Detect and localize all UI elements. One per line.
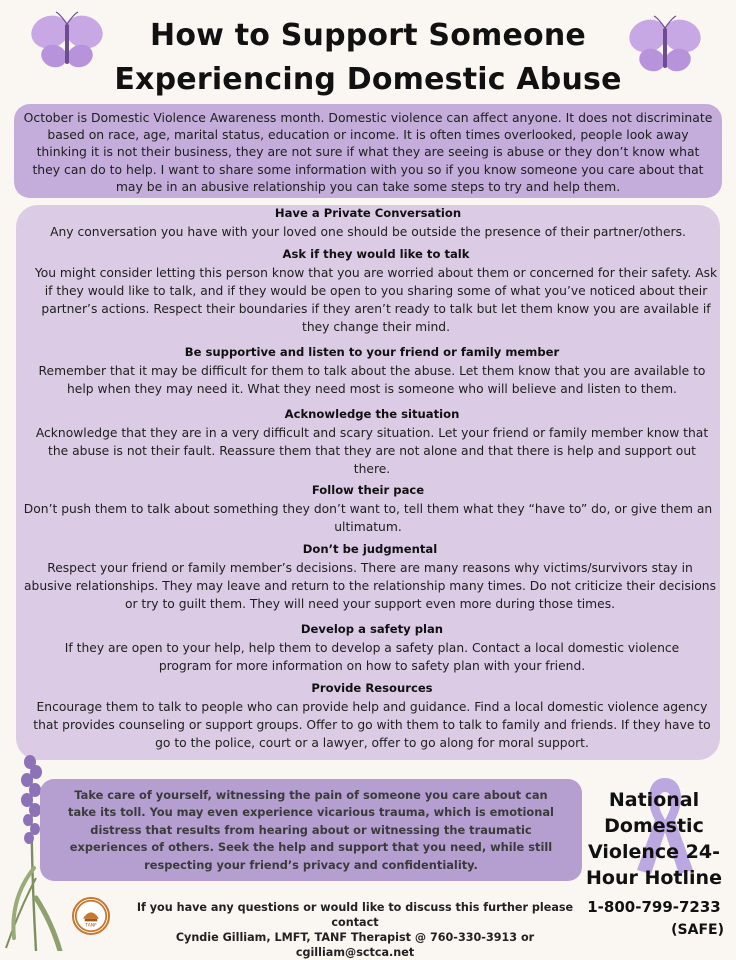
title-line-1: How to Support Someone	[150, 18, 586, 53]
section-provide-resources	[22, 681, 722, 752]
section-body: Don’t push them to talk about something they don’t want to, tell them what they “have to” do, or give them an ultimatum.	[23, 502, 713, 534]
hotline-block	[584, 787, 724, 939]
section-be-supportive	[22, 345, 722, 398]
section-body: If they are open to your help, help them to develop a safety plan. Contact a local domestic violence program for more information on how to safety plan with your friend.	[64, 641, 680, 673]
section-body: Acknowledge that they are in a very difficult and scary situation. Let your friend or family member know that the abuse is not their fault. Reassure them that they are not alone and that there is help and support out there.	[35, 426, 709, 476]
hotline-mnemonic: (SAFE)	[671, 922, 724, 938]
section-heading: Ask if they would like to talk	[282, 247, 470, 261]
contact-line-1: If you have any questions or would like to discuss this further please contact	[136, 901, 574, 929]
section-heading: Have a Private Conversation	[274, 206, 462, 220]
section-heading: Don’t be judgmental	[302, 542, 438, 556]
self-care-box: Take care of yourself, witnessing the pain of someone you care about can take its toll. You may even experience vicarious trauma, which is emotional distress that results from hearing about or witnessing the traumatic experiences of others. Seek the help and support that you need, while still respecting your friend’s privacy and confidentiality.	[40, 779, 582, 881]
section-body: Respect your friend or family member’s decisions. There are many reasons why victims/survivors stay in abusive relationships. They may leave and return to the relationship many times. Do not criticize their decisions or try to guilt them. They will need your support even more during those times.	[23, 561, 716, 611]
tanf-logo	[72, 897, 110, 935]
section-safety-plan	[22, 622, 722, 675]
logo-text: TANF	[85, 923, 97, 929]
section-not-judgmental	[20, 542, 720, 613]
hotline-name: National Domestic Violence 24-Hour Hotline	[586, 789, 722, 889]
section-heading: Provide Resources	[311, 681, 433, 695]
section-body: Encourage them to talk to people who can provide help and guidance. Find a local domestic violence agency that provides counseling or support groups. Offer to go with them to talk to family and friends. If they have to go to the police, court or a lawyer, offer to go along for moral support.	[33, 700, 711, 750]
section-private-conversation	[0, 206, 736, 241]
section-body: Remember that it may be difficult for them to talk about the abuse. Let them know that you are available to help when they may need it. What they need most is someone who will believe and listen to them.	[38, 364, 706, 396]
section-heading: Be supportive and listen to your friend or family member	[184, 345, 560, 359]
section-acknowledge	[22, 407, 722, 478]
section-body: You might consider letting this person know that you are worried about them or concerned for their safety. Ask if they would like to talk, and if they would be open to you sharing some of what you’ve noticed about their partner’s actions. Respect their boundaries if they aren’t ready to talk but let them know you are available if they change their mind.	[34, 266, 718, 334]
section-heading: Acknowledge the situation	[284, 407, 460, 421]
contact-line-2[interactable]: Cyndie Gilliam, LMFT, TANF Therapist @ 760-330-3913 or cgilliam@sctca.net	[175, 931, 535, 959]
contact-info	[120, 900, 590, 960]
section-heading: Follow their pace	[311, 483, 425, 497]
page-title	[90, 14, 646, 102]
section-body: Any conversation you have with your loved one should be outside the presence of their partner/others.	[50, 225, 686, 239]
intro-box: October is Domestic Violence Awareness month. Domestic violence can affect anyone. It does not discriminate based on race, age, marital status, education or income. It is often times overlooked, people look away thinking it is not their business, they are not sure if what they are seeing is abuse or they don’t know what they can do to help. I want to share some information with you so if you know someone you care about that may be in an abusive relationship you can take some steps to try and help them.	[14, 104, 722, 198]
title-line-2: Experiencing Domestic Abuse	[114, 62, 622, 97]
section-follow-pace	[18, 483, 718, 536]
section-heading: Develop a safety plan	[300, 622, 444, 636]
hotline-phone[interactable]: 1-800-799-7233	[587, 898, 721, 916]
section-ask-to-talk	[26, 247, 726, 336]
